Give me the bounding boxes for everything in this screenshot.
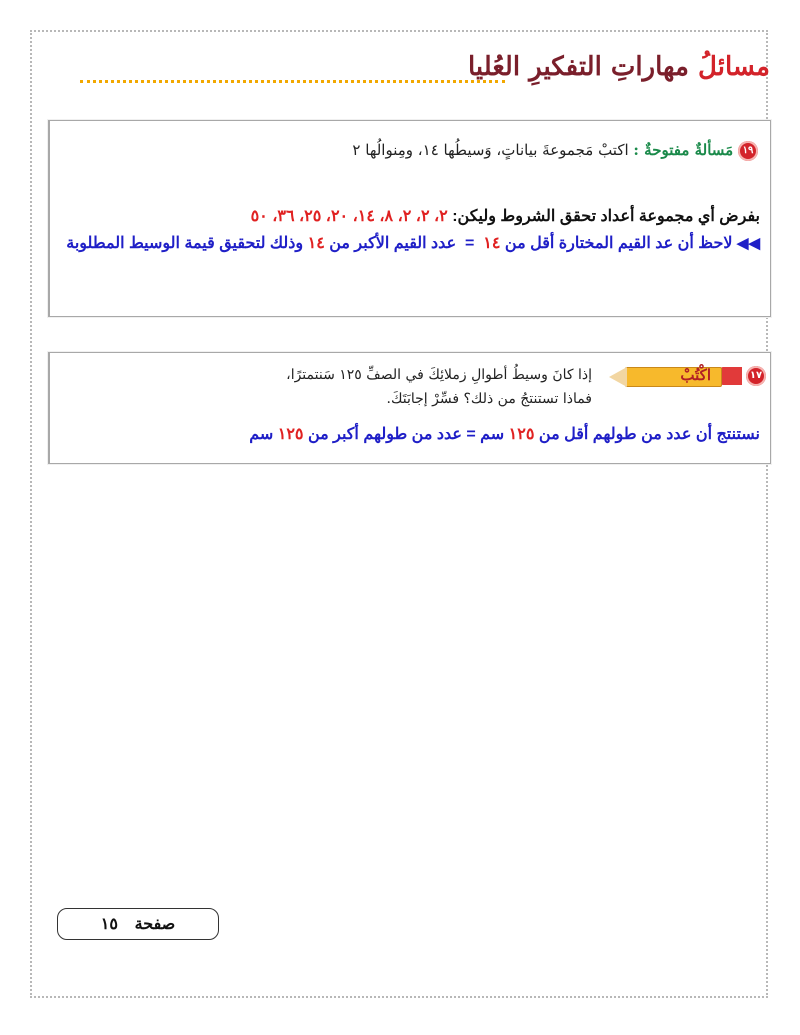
question-19-text: اكتبْ مَجموعةَ بياناتٍ، وَسيطُها ١٤، ومِنوالُها ٢ <box>352 141 629 159</box>
page-label: صفحة <box>134 914 176 933</box>
title-skills: مهاراتِ التفكيرِ العُليا <box>468 52 689 82</box>
question-17-line1: إذا كانَ وسيطُ أطوالِ زملائِكَ في الصفِّ ١٢٥ سَنتمترًا، <box>286 367 592 383</box>
answer-values: ٢، ٢، ٢، ٨، ١٤، ٢٠، ٢٥، ٣٦، ٥٠ <box>250 208 448 225</box>
note-part2: عدد القيم الأكبر من <box>329 235 457 252</box>
note-value2: ١٤ <box>307 235 325 252</box>
q17-ans-value2: ١٢٥ <box>277 426 304 443</box>
question-17-number: ١٧ <box>746 366 766 386</box>
answer-assumption-line <box>60 203 760 230</box>
note-equals: = <box>465 235 475 252</box>
question-19-tag: مَسألةٌ مفتوحةٌ : <box>633 141 734 159</box>
question-19-answer <box>60 203 760 257</box>
page-number-badge <box>57 908 219 940</box>
title-dotted-line <box>80 80 505 83</box>
double-arrow-icon: ◀◀ <box>736 235 760 252</box>
question-17-answer <box>60 421 760 448</box>
note-part1: لاحظ أن عد القيم المختارة أقل من <box>504 235 733 252</box>
question-17-text <box>286 363 592 411</box>
answer-intro: بفرض أي مجموعة أعداد تحقق الشروط وليكن: <box>452 208 760 225</box>
question-19-line <box>352 141 758 161</box>
question-19-number: ١٩ <box>738 141 758 161</box>
question-17-line2: فماذا تستنتجُ من ذلك؟ فسِّرْ إجابَتَكَ. <box>386 391 592 407</box>
question-17-box <box>48 352 771 464</box>
q17-ans-part1: نستنتج أن عدد من طولهم أقل من <box>538 426 760 443</box>
note-part3: وذلك لتحقيق قيمة الوسيط المطلوبة <box>66 235 304 252</box>
q17-ans-part2: سم = عدد من طولهم أكبر من <box>307 426 505 443</box>
title-word-problems: مسائلُ <box>698 52 770 82</box>
section-title <box>468 52 770 82</box>
page-number: ١٥ <box>100 914 118 933</box>
answer-note <box>60 230 760 257</box>
question-19-box <box>48 120 771 317</box>
pencil-tip-icon <box>609 367 627 387</box>
write-label: اكْتُبْ <box>680 366 711 384</box>
section-header <box>80 52 770 102</box>
q17-ans-part3: سم <box>249 426 274 443</box>
write-pencil-label <box>608 366 763 389</box>
note-value1: ١٤ <box>483 235 501 252</box>
pencil-eraser-icon <box>720 367 742 385</box>
pencil-icon <box>625 367 722 387</box>
q17-ans-value1: ١٢٥ <box>508 426 535 443</box>
